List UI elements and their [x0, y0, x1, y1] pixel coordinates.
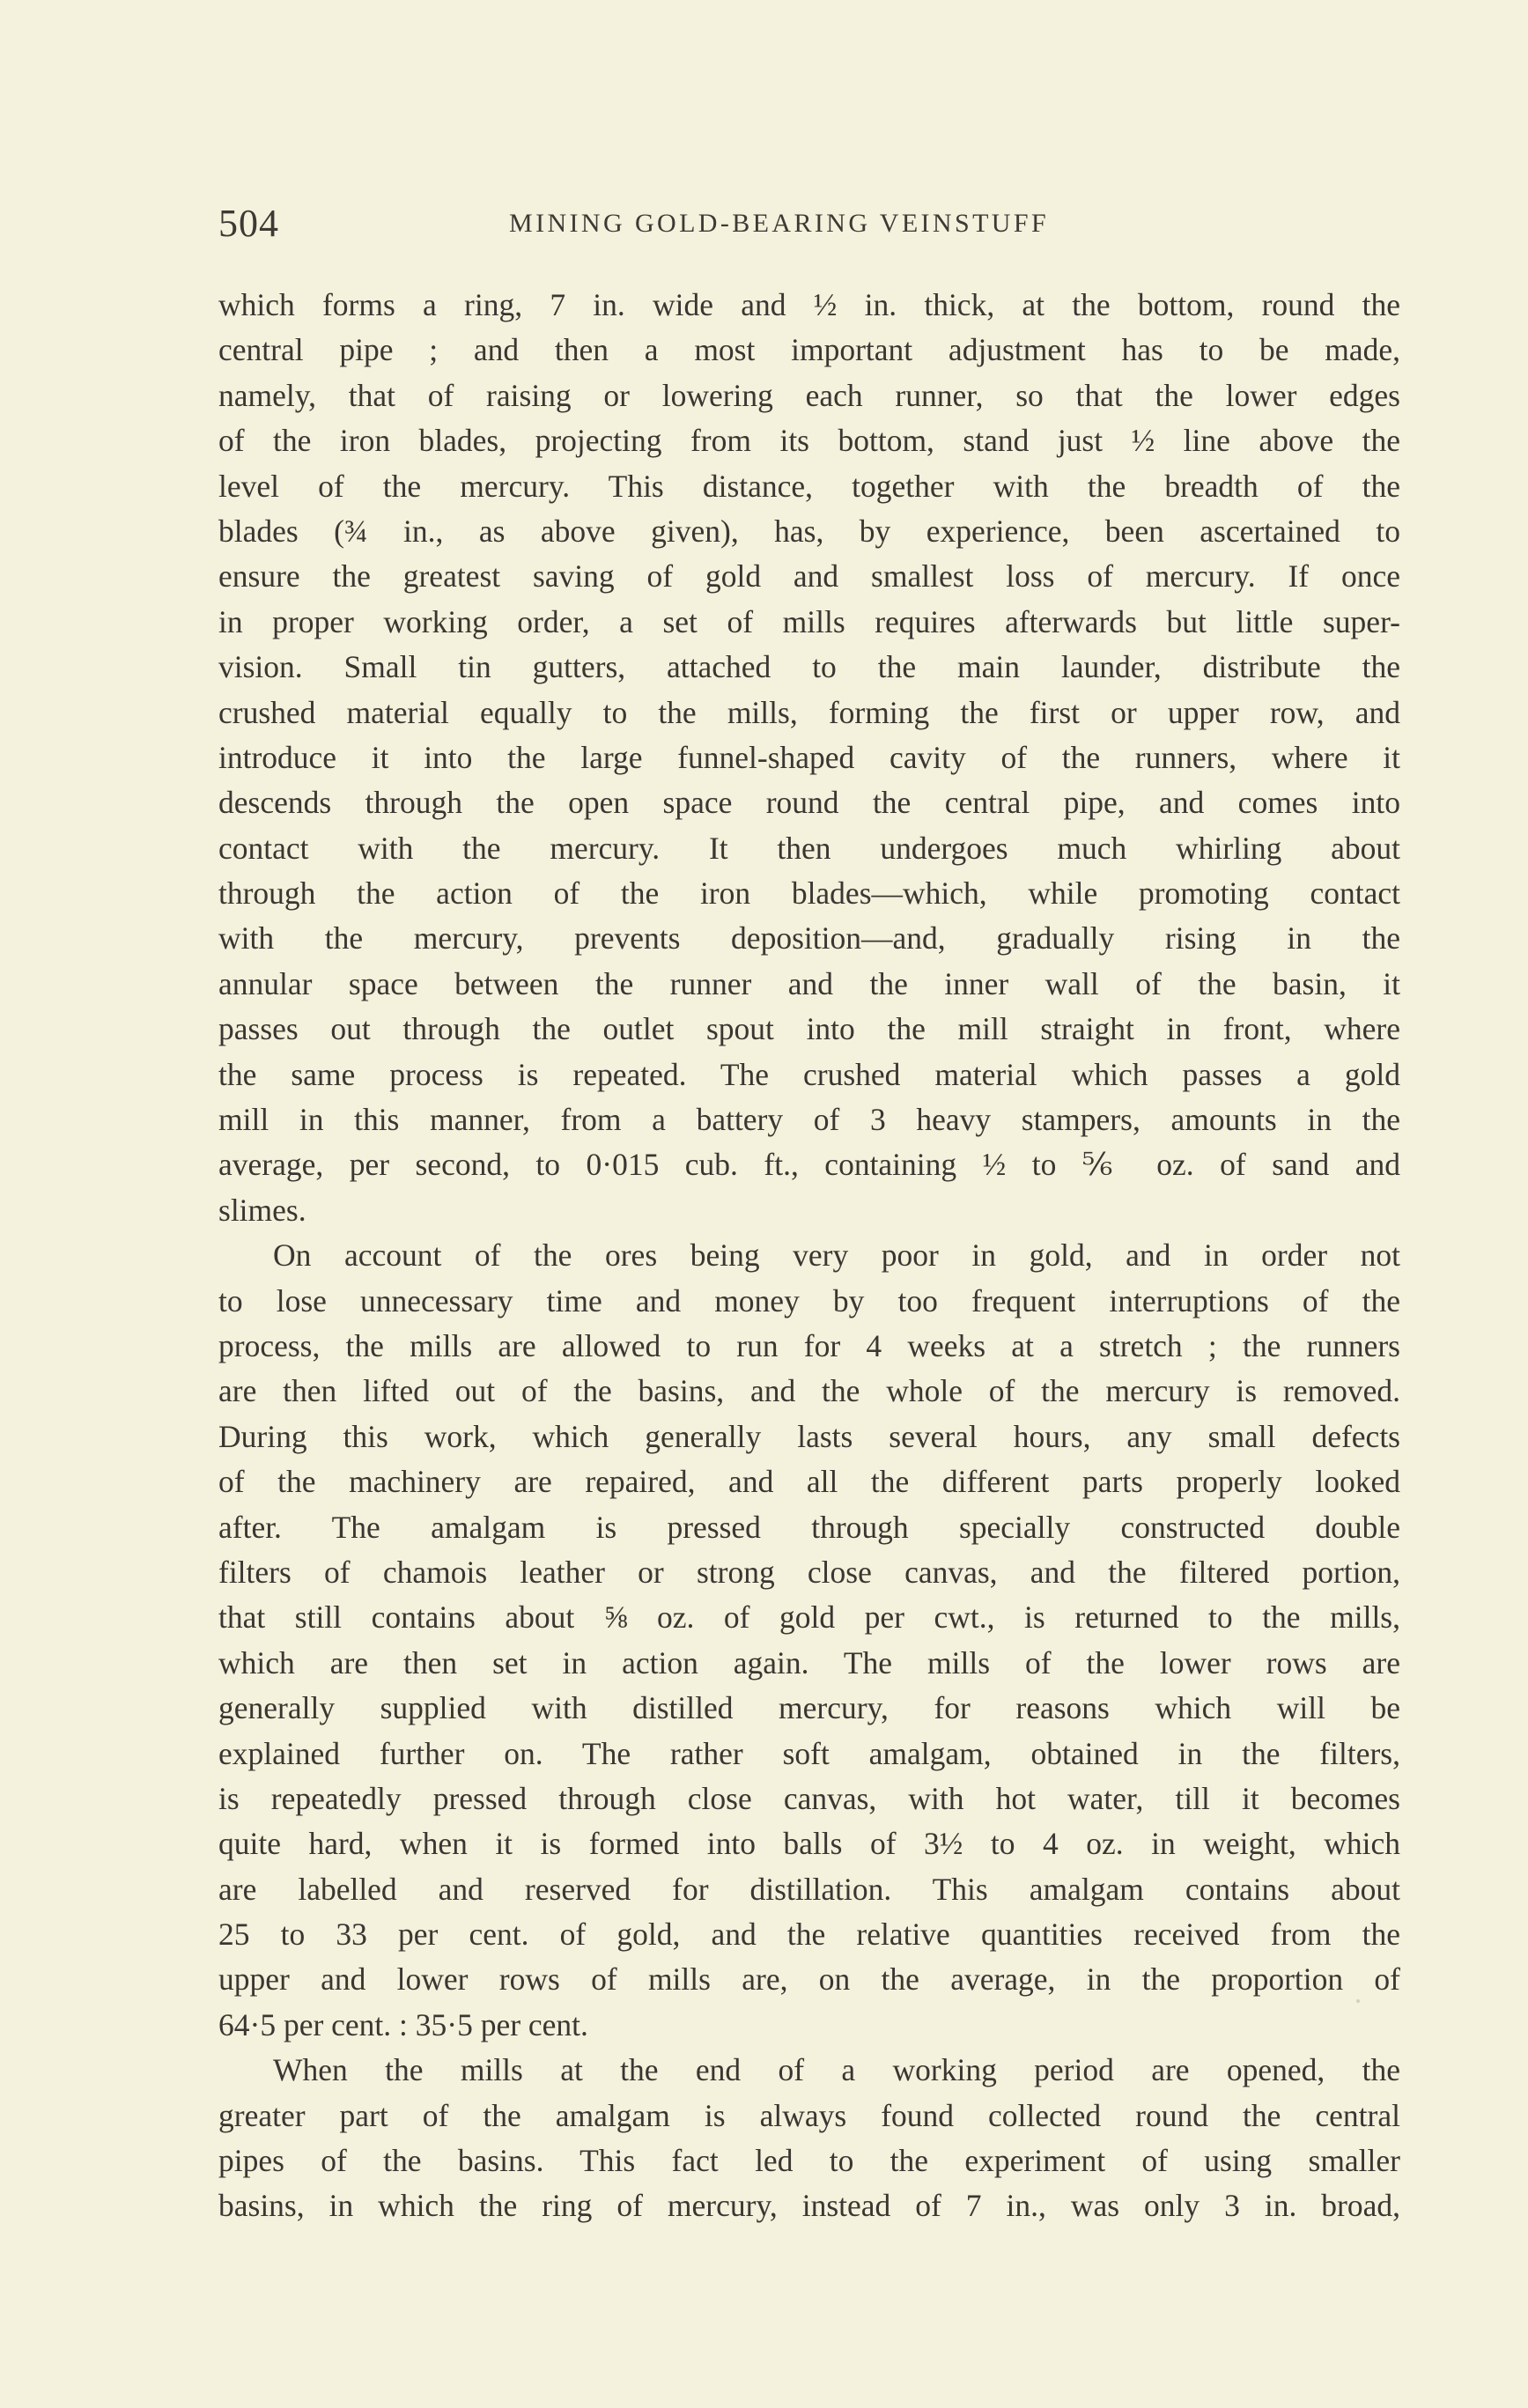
text-line: mill in this manner, from a battery of 3 heavy stampers, amounts in the: [218, 1102, 1400, 1138]
text-line: are then lifted out of the basins, and the whole of the mercury is removed.: [218, 1373, 1400, 1409]
text-line: greater part of the amalgam is always found collected round the central: [218, 2097, 1400, 2133]
text-line-paragraph-end: 64·5 per cent. : 35·5 per cent.: [218, 2006, 588, 2042]
text-line: which forms a ring, 7 in. wide and ½ in. thick, at the bottom, round the: [218, 287, 1400, 322]
text-line: of the iron blades, projecting from its bottom, stand just ½ line above the: [218, 423, 1400, 459]
text-line: blades (¾ in., as above given), has, by experience, been ascertained to: [218, 513, 1400, 549]
text-line: generally supplied with distilled mercury, for reasons which will be: [218, 1690, 1400, 1726]
text-line: process, the mills are allowed to run for 4 weeks at a stretch ; the runners: [218, 1327, 1400, 1363]
text-line: annular space between the runner and the inner wall of the basin, it: [218, 965, 1400, 1001]
text-line: average, per second, to 0·015 cub. ft., containing ½ to ⅚ oz. of sand and: [218, 1147, 1400, 1183]
text-line: with the mercury, prevents deposition—and, gradually rising in the: [218, 920, 1400, 957]
text-line: to lose unnecessary time and money by too frequent interruptions of the: [218, 1282, 1400, 1318]
text-line: quite hard, when it is formed into balls of 3½ to 4 oz. in weight, which: [218, 1826, 1400, 1862]
text-line: passes out through the outlet spout into the mill straight in front, where: [218, 1011, 1400, 1047]
text-line: 25 to 33 per cent. of gold, and the relative quantities received from the: [218, 1917, 1400, 1953]
text-line: descends through the open space round the central pipe, and comes into: [218, 785, 1400, 821]
text-line: that still contains about ⅝ oz. of gold per cwt., is returned to the mills,: [218, 1599, 1400, 1636]
text-line: are labelled and reserved for distillation. This amalgam contains about: [218, 1871, 1400, 1907]
text-line-paragraph-start: On account of the ores being very poor in gold, and in order not: [273, 1237, 1400, 1274]
text-line: crushed material equally to the mills, forming the first or upper row, and: [218, 694, 1400, 730]
text-line: pipes of the basins. This fact led to the experiment of using smaller: [218, 2143, 1400, 2179]
text-line: in proper working order, a set of mills requires afterwards but little super-: [218, 603, 1400, 639]
text-line: the same process is repeated. The crushed material which passes a gold: [218, 1056, 1400, 1092]
paper-speck: [1356, 1999, 1360, 2003]
text-line-paragraph-start: When the mills at the end of a working period are opened, the: [273, 2052, 1400, 2088]
text-line: after. The amalgam is pressed through specially constructed double: [218, 1509, 1400, 1545]
text-line: level of the mercury. This distance, together with the breadth of the: [218, 468, 1400, 504]
text-line: is repeatedly pressed through close canvas, with hot water, till it becomes: [218, 1780, 1400, 1816]
text-line: upper and lower rows of mills are, on the average, in the proportion of: [218, 1961, 1400, 1998]
text-line: vision. Small tin gutters, attached to the main launder, distribute the: [218, 649, 1400, 685]
text-line: of the machinery are repaired, and all the different parts properly looked: [218, 1464, 1400, 1500]
text-line: During this work, which generally lasts several hours, any small defects: [218, 1418, 1400, 1454]
text-line: explained further on. The rather soft amalgam, obtained in the filters,: [218, 1735, 1400, 1771]
text-line: ensure the greatest saving of gold and smallest loss of mercury. If once: [218, 558, 1400, 595]
text-line: contact with the mercury. It then undergoes much whirling about: [218, 830, 1400, 866]
text-line: introduce it into the large funnel-shaped cavity of the runners, where it: [218, 739, 1400, 775]
text-line: which are then set in action again. The mills of the lower rows are: [218, 1644, 1400, 1680]
running-head: [218, 201, 1400, 254]
text-line: through the action of the iron blades—which, while promoting contact: [218, 875, 1400, 912]
page-number: 504: [218, 202, 279, 245]
text-line: namely, that of raising or lowering each runner, so that the lower edges: [218, 377, 1400, 413]
text-line: central pipe ; and then a most important adjustment has to be made,: [218, 332, 1400, 368]
running-title: MINING GOLD-BEARING VEINSTUFF: [509, 209, 1050, 238]
text-line: filters of chamois leather or strong close canvas, and the filtered portion,: [218, 1554, 1400, 1590]
text-line-paragraph-end: slimes.: [218, 1192, 306, 1228]
text-line: basins, in which the ring of mercury, instead of 7 in., was only 3 in. broad,: [218, 2188, 1400, 2224]
body-text: [218, 283, 1400, 2229]
